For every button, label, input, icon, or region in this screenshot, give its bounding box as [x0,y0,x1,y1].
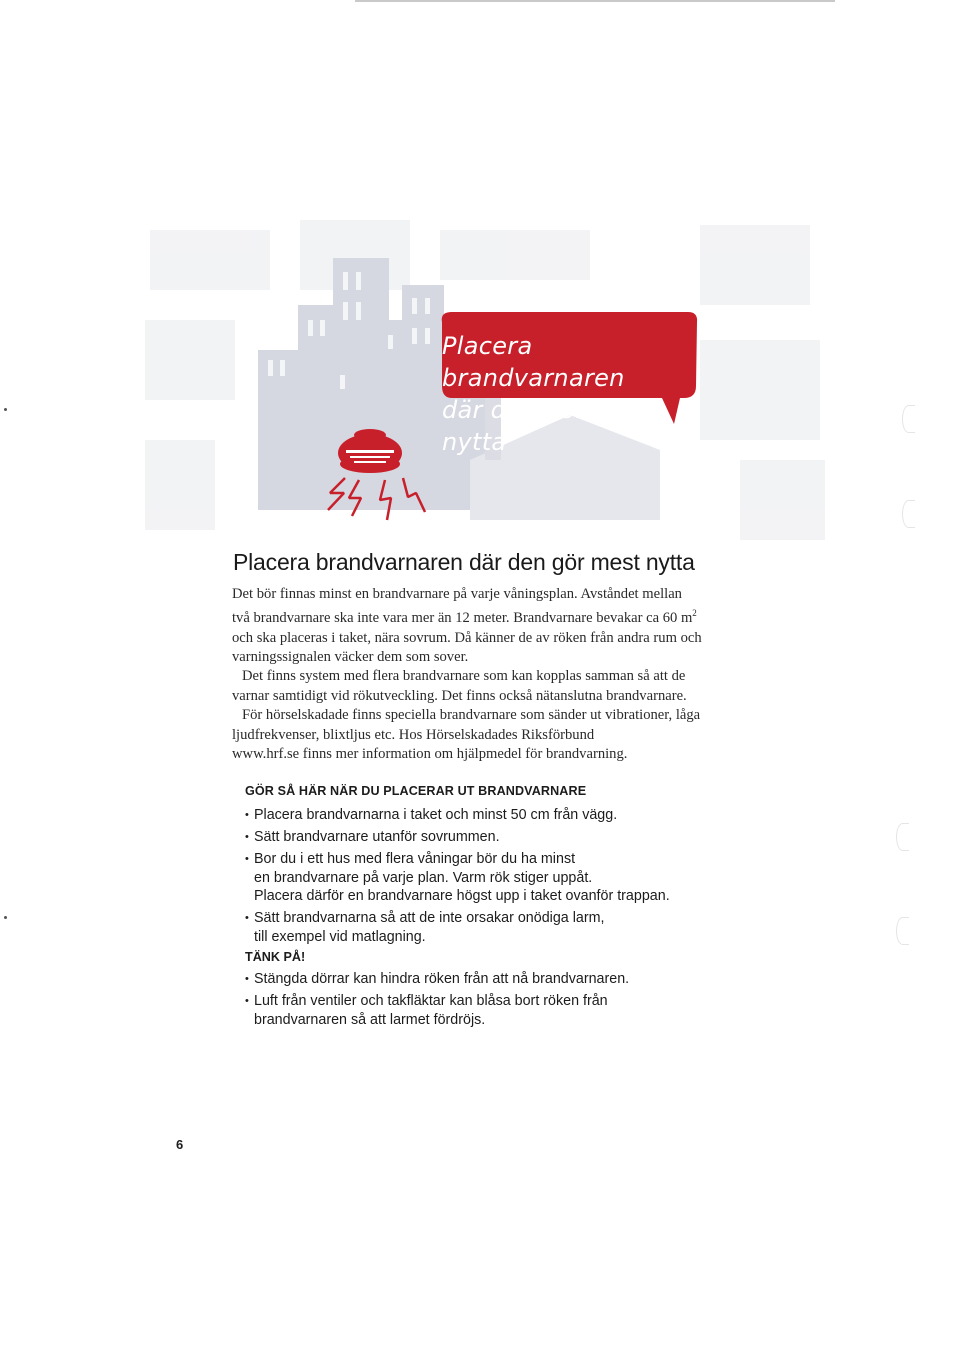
howto-section [245,784,725,1033]
list-item [245,850,725,906]
howto-title: GÖR SÅ HÄR NÄR DU PLACERAR UT BRANDVARNARE [245,784,587,798]
list-item [245,828,725,847]
list-item-line: brandvarnaren så att larmet fördröjs. [254,1011,486,1028]
list-item-line: till exempel vid matlagning. [254,928,426,945]
scan-speck [4,408,7,411]
speech-bubble-line-2: där den gör mest nytta [442,396,655,456]
scan-top-edge [355,0,835,2]
paragraph-3 [232,706,737,764]
speech-bubble-text [442,330,698,458]
binder-hole [902,405,915,433]
page-number: 6 [176,1137,184,1152]
p1-line-3: och ska placeras i taket, nära sovrum. Då känner de av röken från andra rum och [232,629,702,646]
think-title: TÄNK PÅ! [245,950,306,964]
p2-line-2: varnar samtidigt vid rökutveckling. Det finns också nätanslutna brandvarnare. [232,687,687,704]
list-item [245,992,725,1029]
list-item-line: Placera därför en brandvarnare högst upp i taket ovanför trappan. [254,888,670,904]
p1-line-2: två brandvarnare ska inte vara mer än 12 meter. Brandvarnare bevakar ca 60 m [232,610,693,627]
list-item-line: • Stängda dörrar kan hindra röken från att nå brandvarnaren. [254,971,630,987]
paragraph-1 [232,585,737,667]
list-item [245,970,725,989]
binder-hole [902,500,915,528]
list-item-line: en brandvarnare på varje plan. Varm rök stiger uppåt. [254,869,593,886]
list-item-line: • Sätt brandvarnarna så att de inte orsakar onödiga larm, [254,910,605,926]
list-item [245,806,725,825]
list-item-line: • Placera brandvarnarna i taket och minst 50 cm från vägg. [254,807,618,823]
paragraph-2 [232,667,737,706]
howto-list [245,806,725,946]
p3-line-1: För hörselskadade finns speciella brandvarnare som sänder ut vibrationer, låga [242,707,701,724]
p3-line-3: www.hrf.se finns mer information om hjälpmedel för brandvarning. [232,746,628,763]
list-item [245,909,725,946]
page-title: Placera brandvarnaren där den gör mest nytta [233,549,695,575]
p1-line-4: varningssignalen väcker dem som sover. [232,649,469,666]
p2-line-1: Det finns system med flera brandvarnare som kan kopplas samman så att de [242,668,686,685]
p1-line-1: Det bör finnas minst en brandvarnare på varje våningsplan. Avståndet mellan [232,586,682,602]
scan-speck [4,916,7,919]
think-list [245,970,725,1029]
binder-hole [896,823,909,851]
superscript-2: 2 [692,608,697,619]
p3-line-2: ljudfrekvenser, blixtljus etc. Hos Hörselskadades Riksförbund [232,726,595,743]
binder-hole [896,917,909,945]
list-item-line: • Luft från ventiler och takfläktar kan blåsa bort röken från [254,993,608,1009]
body-text [232,585,737,765]
list-item-line: • Sätt brandvarnare utanför sovrummen. [254,829,500,845]
list-item-line: • Bor du i ett hus med flera våningar bör du ha minst [254,851,576,867]
speech-bubble-line-1: Placera brandvarnaren [442,332,625,392]
